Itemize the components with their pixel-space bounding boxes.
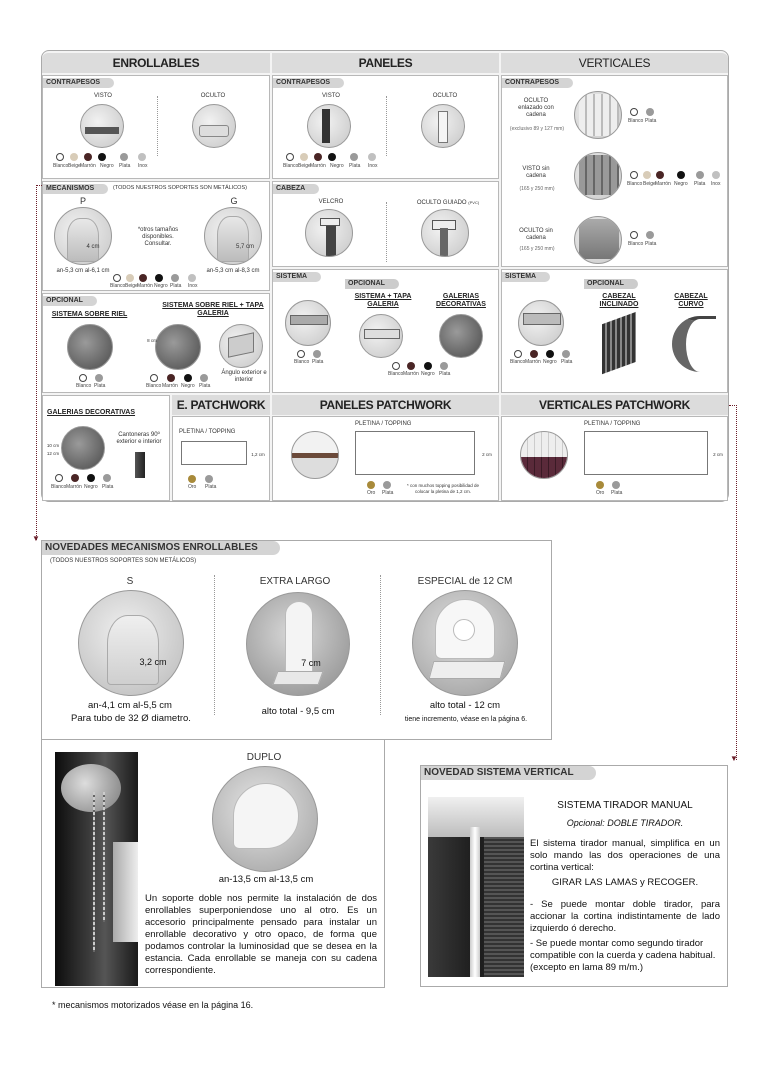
swatch-label-plata: Plata	[439, 371, 451, 377]
swatch-inox	[368, 153, 376, 161]
connector-left	[36, 185, 42, 540]
opcional-tag: OPCIONAL	[345, 279, 399, 289]
swatch-plata	[205, 475, 213, 483]
swatch-label-blanco: Blanco	[146, 383, 162, 389]
sistema-paneles-image	[285, 300, 331, 346]
vertical-heading: SISTEMA TIRADOR MANUAL	[557, 800, 693, 811]
cantoneras-label: Cantoneras 90º exterior e interior	[116, 432, 162, 445]
swatch-label-negro: Negro	[421, 371, 435, 377]
swatch-label-plata: Plata	[694, 181, 706, 187]
sistema-tag: SISTEMA	[502, 272, 550, 282]
swatch-blanco	[113, 274, 121, 282]
paneles-patchwork-panel	[272, 416, 499, 501]
mecanismo-p-size: an-5,3 cm al-6,1 cm	[56, 268, 110, 274]
swatch-label-oro: Oro	[596, 490, 605, 496]
mecanismo-s-title: S	[126, 576, 134, 587]
swatch-label-marron: Marrón	[80, 163, 96, 169]
swatch-label-negro: Negro	[543, 359, 557, 365]
pletina-label: PLETINA / TOPPING	[355, 421, 412, 427]
mecanismo-g-label: G	[230, 196, 238, 206]
swatch-inox	[712, 171, 720, 179]
paneles-contrapesos-panel	[272, 75, 499, 179]
vertical-opcional: Opcional: DOBLE TIRADOR.	[566, 818, 684, 828]
header-paneles-patchwork: PANELES PATCHWORK	[272, 395, 499, 415]
swatch-label-blanco: Blanco	[510, 359, 526, 365]
swatch-label-blanco: Blanco	[627, 181, 643, 187]
swatch-label-blanco: Blanco	[294, 359, 310, 365]
swatch-negro	[546, 350, 554, 358]
velcro-label: VELCRO	[318, 199, 344, 205]
opcional-tag: OPCIONAL	[584, 279, 638, 289]
swatch-oro	[367, 481, 375, 489]
visto-sin-cadena-image	[574, 152, 622, 200]
sistema-tag: SISTEMA	[273, 272, 321, 282]
especial-total: alto total - 12 cm	[429, 700, 501, 711]
swatch-marron	[530, 350, 538, 358]
footer-note: * mecanismos motorizados véase en la página 16.	[52, 1000, 254, 1010]
pletina-box	[181, 441, 247, 465]
swatch-label-blanco: Blanco	[76, 383, 92, 389]
swatch-plata	[350, 153, 358, 161]
opcional-enrollables-panel	[42, 293, 270, 393]
sistema-riel-tapa-image	[155, 324, 201, 370]
duplo-description: Un soporte doble nos permite la instalación de dos enrollables superponiendose uno al otro. Es un accesorio principalmente pensado para instalar un enrollable decorativo y otro opaco, de forma que podamos controlar la luminosidad que se desea en la estancia. Cada enrollable se maneja con su cadena correspondiente.	[145, 893, 377, 976]
mecanismo-s-size: an-4,1 cm al-5,5 cm	[88, 700, 172, 711]
oculto-sin-cadena-label: OCULTO sin cadena	[519, 228, 553, 241]
gal-dim-b: 12 cm	[46, 451, 60, 456]
pletina-dim: 1,2 cm	[251, 452, 265, 457]
vertical-p3: - Se puede montar como segundo tirador compatible con la cuerda y cadena habitual. (excepto en lama 89 m/m.)	[530, 938, 716, 973]
sistema-tapa-image	[359, 314, 403, 358]
swatch-label-oro: Oro	[367, 490, 376, 496]
swatch-label-oro: Oro	[188, 484, 197, 490]
swatch-marron	[139, 274, 147, 282]
vertical-photo	[428, 797, 524, 977]
swatch-label-plata: Plata	[645, 241, 657, 247]
swatch-negro	[328, 153, 336, 161]
header-enrollables: ENROLLABLES	[42, 53, 270, 73]
swatch-negro	[424, 362, 432, 370]
oculto-guiado-label: OCULTO GUIADO (PVC)	[416, 200, 480, 206]
swatch-label-blanco: Blanco	[628, 118, 644, 124]
swatch-label-plata: Plata	[349, 163, 361, 169]
cabezal-inclinado-image	[602, 312, 636, 374]
swatch-plata	[200, 374, 208, 382]
oculto-label: OCULTO	[432, 93, 458, 99]
oculto-label: OCULTO	[200, 93, 226, 99]
swatch-plata	[696, 171, 704, 179]
pletina-box	[355, 431, 475, 475]
sistema-verticales-image	[518, 300, 564, 346]
galerias-panel	[42, 395, 170, 501]
swatch-blanco	[79, 374, 87, 382]
patchwork-note: * con muchos topping posibilidad de colocar la pletina de 1,2 cm.	[406, 483, 480, 494]
extra-largo-title: EXTRA LARGO	[259, 576, 331, 587]
oculto-enlazado-label: OCULTO enlazado con cadena	[518, 98, 554, 118]
connector-left-arrow: ▼	[32, 534, 40, 543]
swatch-blanco	[55, 474, 63, 482]
swatch-label-negro: Negro	[181, 383, 195, 389]
swatch-label-plata: Plata	[199, 383, 211, 389]
swatch-plata	[612, 481, 620, 489]
verticales-patchwork-image	[520, 431, 568, 479]
swatch-label-inox: Inox	[711, 181, 721, 187]
swatch-label-beige: Beige	[643, 181, 656, 187]
swatch-label-negro: Negro	[154, 283, 168, 289]
swatch-label-marron: Marrón	[403, 371, 419, 377]
galerias-dec-title: GALERIAS DECORATIVAS	[436, 293, 486, 308]
swatch-label-plata: Plata	[102, 484, 114, 490]
cabezal-inclinado-title: CABEZAL INCLINADO	[599, 293, 639, 308]
extra-largo-total: alto total - 9,5 cm	[261, 706, 335, 717]
swatch-plata	[646, 231, 654, 239]
swatch-label-beige: Beige	[68, 163, 81, 169]
swatch-plata	[103, 474, 111, 482]
swatch-plata	[383, 481, 391, 489]
contrapesos-tag: CONTRAPESOS	[502, 78, 573, 88]
swatch-label-inox: Inox	[188, 283, 198, 289]
header-paneles: PANELES	[272, 53, 499, 73]
oculto-weight-image	[421, 104, 465, 148]
swatch-label-negro: Negro	[100, 163, 114, 169]
especial-note: tiene incremento, véase en la página 6.	[404, 716, 528, 723]
cabeza-panel	[272, 181, 499, 267]
mecanismo-p-dim: 4 cm	[86, 244, 100, 250]
swatch-label-marron: Marrón	[162, 383, 178, 389]
swatch-oro	[188, 475, 196, 483]
novedades-note: (TODOS NUESTROS SOPORTES SON METÁLICOS)	[50, 558, 197, 564]
swatch-label-beige: Beige	[298, 163, 311, 169]
vertical-p1: El sistema tirador manual, simplifica en un solo mando las dos operaciones de una cortina vertical:	[530, 838, 720, 873]
swatch-label-blanco: Blanco	[388, 371, 404, 377]
swatch-negro	[155, 274, 163, 282]
header-verticales: VERTICALES	[501, 53, 728, 73]
otros-tamanos-note: *otros tamaños disponibles. Consultar.	[137, 227, 179, 247]
duplo-photo	[55, 752, 138, 986]
galerias-title: GALERIAS DECORATIVAS	[47, 409, 136, 416]
swatch-marron	[167, 374, 175, 382]
cabeza-tag: CABEZA	[273, 184, 319, 194]
swatch-label-plata: Plata	[119, 163, 131, 169]
angulo-label: Ángulo exterior e interior	[221, 370, 267, 383]
visto-sin-cadena-label: VISTO sin cadena	[522, 166, 550, 179]
gal-dim-a: 10 cm	[46, 443, 60, 448]
swatch-label-plata: Plata	[170, 283, 182, 289]
swatch-plata	[120, 153, 128, 161]
swatch-label-blanco: Blanco	[628, 241, 644, 247]
exclusivo-note: (exclusivo 89 y 127 mm)	[509, 126, 565, 132]
swatch-marron	[84, 153, 92, 161]
especial-image	[412, 590, 518, 696]
sistema-riel-tapa-title: SISTEMA SOBRE RIEL + TAPA GALERIA	[162, 302, 264, 317]
swatch-beige	[70, 153, 78, 161]
swatch-negro	[184, 374, 192, 382]
swatch-blanco	[56, 153, 64, 161]
swatch-plata	[313, 350, 321, 358]
duplo-title: DUPLO	[246, 752, 282, 763]
mecanismos-tag: MECANISMOS	[43, 184, 108, 194]
mecanismo-p-image	[54, 207, 112, 265]
mecanismo-g-size: an-5,3 cm al-8,3 cm	[206, 268, 260, 274]
swatch-label-plata: Plata	[94, 383, 106, 389]
swatch-label-negro: Negro	[84, 484, 98, 490]
mecanismo-p-label: P	[79, 196, 86, 206]
swatch-blanco	[630, 231, 638, 239]
swatch-label-marron: Marrón	[525, 359, 541, 365]
swatch-plata	[562, 350, 570, 358]
swatch-label-blanco: Blanco	[283, 163, 299, 169]
galerias-image	[61, 426, 105, 470]
swatch-plata	[440, 362, 448, 370]
header-e-patchwork: E. PATCHWORK	[172, 395, 270, 415]
galerias-dec-image	[439, 314, 483, 358]
pletina-dim: 2 cm	[482, 452, 492, 457]
velcro-image	[305, 209, 353, 257]
cantonera-image	[135, 452, 145, 478]
paneles-patchwork-image	[291, 431, 339, 479]
swatch-negro	[677, 171, 685, 179]
swatch-plata	[171, 274, 179, 282]
swatch-label-plata: Plata	[561, 359, 573, 365]
swatch-label-blanco: Blanco	[53, 163, 69, 169]
cabezal-curvo-title: CABEZAL CURVO	[674, 293, 708, 308]
visto-weight-image	[80, 104, 124, 148]
swatch-beige	[300, 153, 308, 161]
swatch-plata	[646, 108, 654, 116]
swatch-label-negro: Negro	[674, 181, 688, 187]
swatch-label-marron: Marrón	[137, 283, 153, 289]
swatch-blanco	[150, 374, 158, 382]
visto-label: VISTO	[94, 93, 112, 99]
oculto-weight-image	[192, 104, 236, 148]
mecanismos-panel	[42, 181, 270, 291]
swatch-label-inox: Inox	[368, 163, 378, 169]
enrollables-contrapesos-panel	[42, 75, 270, 179]
pletina-label: PLETINA / TOPPING	[179, 429, 236, 435]
swatch-label-blanco: Blanco	[51, 484, 67, 490]
contrapesos-tag: CONTRAPESOS	[273, 78, 344, 88]
swatch-blanco	[630, 171, 638, 179]
swatch-label-marron: Marrón	[66, 484, 82, 490]
sistema-paneles-panel	[272, 269, 499, 393]
contrapesos-tag: CONTRAPESOS	[43, 78, 114, 88]
sistema-riel-image	[67, 324, 113, 370]
mecanismo-g-image	[204, 207, 262, 265]
swatch-plata	[95, 374, 103, 382]
swatch-blanco	[392, 362, 400, 370]
sistema-sobre-riel-title: SISTEMA SOBRE RIEL	[51, 311, 128, 318]
duplo-image	[212, 766, 318, 872]
swatch-beige	[643, 171, 651, 179]
riel-dim: 8 cm	[147, 338, 157, 343]
pletina-dim: 2 cm	[713, 452, 723, 457]
mecanismo-g-dim: 5,7 cm	[235, 244, 254, 250]
extra-largo-image	[246, 592, 350, 696]
swatch-label-plata: Plata	[382, 490, 394, 496]
swatch-beige	[126, 274, 134, 282]
swatch-inox	[188, 274, 196, 282]
swatch-blanco	[297, 350, 305, 358]
connector-right-arrow: ▼	[730, 754, 738, 763]
swatch-label-plata: Plata	[611, 490, 623, 496]
duplo-size: an-13,5 cm al-13,5 cm	[218, 874, 314, 885]
oculto-sin-cadena-image	[574, 216, 622, 264]
swatch-label-blanco: Blanco	[110, 283, 126, 289]
swatch-negro	[87, 474, 95, 482]
swatch-blanco	[630, 108, 638, 116]
swatch-marron	[314, 153, 322, 161]
swatch-label-marron: Marrón	[655, 181, 671, 187]
connector-right	[729, 405, 737, 760]
extra-largo-dim: 7 cm	[301, 658, 321, 668]
e-patchwork-panel	[172, 416, 270, 501]
swatch-negro	[98, 153, 106, 161]
vertical-p2: - Se puede montar doble tirador, para accionar la cortina indistintamente de lado izquierdo ó derecho.	[530, 899, 720, 934]
swatch-label-inox: Inox	[138, 163, 148, 169]
swatch-label-marron: Marrón	[310, 163, 326, 169]
sistema-verticales-panel	[501, 269, 728, 393]
mecanismos-note: (TODOS NUESTROS SOPORTES SON METÁLICOS)	[113, 185, 247, 191]
verticales-patchwork-panel	[501, 416, 728, 501]
swatch-oro	[596, 481, 604, 489]
oculto-guiado-image	[421, 209, 469, 257]
swatch-marron	[656, 171, 664, 179]
header-verticales-patchwork: VERTICALES PATCHWORK	[501, 395, 728, 415]
especial-title: ESPECIAL de 12 CM	[417, 576, 513, 587]
novedades-title: NOVEDADES MECANISMOS ENROLLABLES	[42, 541, 280, 555]
sistema-tapa-title: SISTEMA + TAPA GALERIA	[354, 293, 412, 308]
oculto-enlazado-image	[574, 91, 622, 139]
visto-weight-image	[307, 104, 351, 148]
pletina-label: PLETINA / TOPPING	[584, 421, 641, 427]
vertical-p1b: GIRAR LAS LAMAS y RECOGER.	[551, 877, 699, 888]
mecanismo-s-dim: 3,2 cm	[139, 657, 167, 667]
mm-note-1: (165 y 250 mm)	[519, 186, 555, 192]
vertical-title: NOVEDAD SISTEMA VERTICAL	[421, 766, 596, 780]
swatch-label-plata: Plata	[205, 484, 217, 490]
mecanismo-s-tubo: Para tubo de 32 Ø diametro.	[71, 713, 191, 724]
opcional-tag: OPCIONAL	[43, 296, 97, 306]
swatch-inox	[138, 153, 146, 161]
mecanismo-s-image	[78, 590, 184, 696]
swatch-marron	[407, 362, 415, 370]
pletina-box	[584, 431, 708, 475]
cabezal-curvo-image	[672, 316, 716, 372]
swatch-label-plata: Plata	[645, 118, 657, 124]
mm-note-2: (165 y 250 mm)	[519, 246, 555, 252]
swatch-label-plata: Plata	[312, 359, 324, 365]
swatch-marron	[71, 474, 79, 482]
swatch-blanco	[514, 350, 522, 358]
angulo-image	[219, 324, 263, 368]
visto-label: VISTO	[322, 93, 340, 99]
swatch-blanco	[286, 153, 294, 161]
verticales-contrapesos-panel	[501, 75, 728, 267]
swatch-label-negro: Negro	[330, 163, 344, 169]
swatch-label-beige: Beige	[125, 283, 138, 289]
